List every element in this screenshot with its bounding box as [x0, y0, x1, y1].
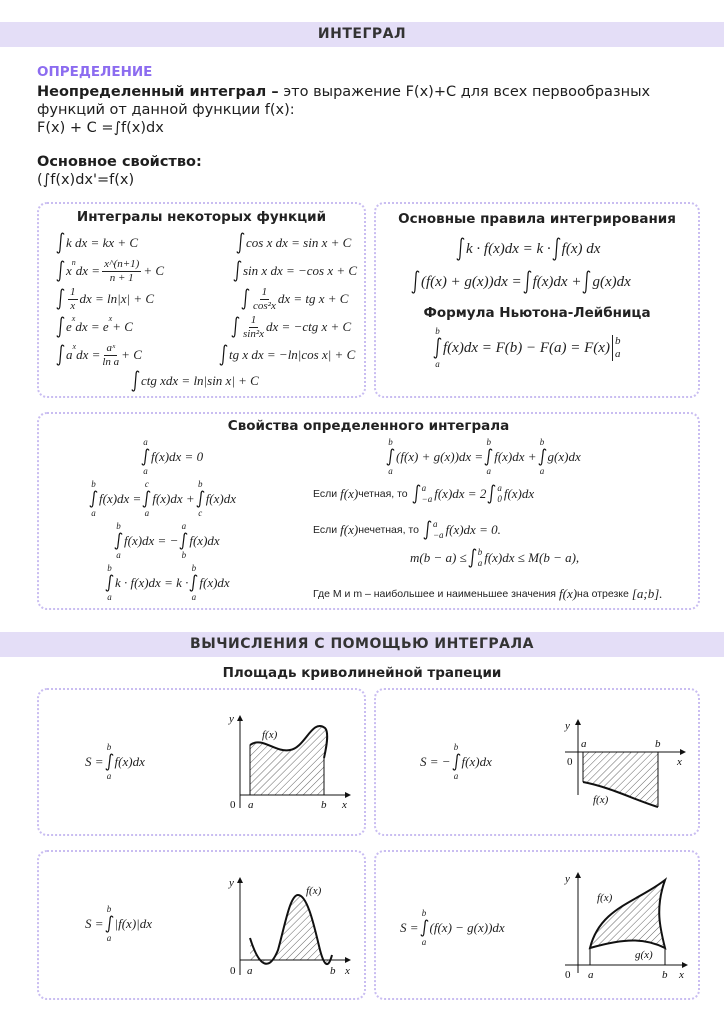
formula-text: dx =	[75, 263, 101, 278]
formula-text: S = −	[420, 754, 451, 769]
formula-text: f(x)dx = F(b) − F(a) = F(x)	[443, 340, 610, 356]
formula-text: S =	[85, 754, 104, 769]
formula	[113, 521, 220, 561]
lower-limit: −a	[432, 530, 444, 540]
integral-sign	[131, 370, 140, 392]
integral-sign	[386, 437, 395, 477]
property-block	[37, 153, 202, 189]
formula	[455, 236, 600, 262]
formula-text: k · f(x)dx = k ·	[466, 241, 551, 257]
lower-limit: b	[181, 550, 187, 560]
integral-sign	[412, 483, 433, 505]
b-label: b	[321, 799, 327, 811]
formula	[230, 314, 351, 340]
lower-limit: a	[106, 933, 112, 943]
table-integrals-title: Интегралы некоторых функций	[76, 209, 327, 225]
x-axis-label: x	[679, 969, 684, 980]
integral-symbol	[412, 484, 421, 504]
formula-label: Если	[313, 488, 338, 500]
integral-sign	[484, 437, 493, 477]
integral-symbol	[484, 448, 493, 466]
integral-symbol	[433, 337, 442, 359]
header-band	[0, 22, 724, 47]
fx-label: f(x)	[306, 885, 322, 897]
fraction	[243, 314, 264, 341]
integral-sign	[142, 479, 151, 519]
integral-symbol	[141, 448, 150, 466]
definition-formula: F(x) + C =∫f(x)dx	[37, 120, 164, 136]
integral-symbol	[89, 490, 98, 508]
integral-sign	[196, 479, 205, 519]
denominator: ln a	[102, 355, 120, 368]
lower-limit: a	[106, 771, 112, 781]
lower-limit: a	[421, 937, 427, 947]
definition-line2: функций от данной функции f(x):	[37, 102, 295, 118]
lower-limit: a	[91, 508, 96, 518]
formula	[232, 258, 357, 284]
fx-label: f(x)	[593, 794, 609, 806]
fx-label: f(x)	[262, 729, 278, 741]
formula-text: sin x dx = −cos x + C	[243, 263, 358, 278]
superscript: n	[71, 258, 76, 267]
integral-symbol	[56, 288, 65, 310]
denominator: sin²x	[243, 327, 265, 340]
lower-limit: −a	[421, 494, 433, 504]
numerator: aˣ	[106, 341, 116, 354]
lower-limit: a	[116, 550, 121, 560]
formula-text: f(x)	[340, 522, 359, 537]
superscript: x	[72, 342, 77, 351]
graph-formula	[85, 742, 145, 782]
upper-limit: c	[144, 479, 149, 489]
formula-text: (f(x) + g(x))dx =	[421, 274, 522, 290]
lower-limit: a	[143, 466, 148, 476]
lower-limit: a	[191, 592, 197, 602]
formula-text: f(x)	[559, 586, 578, 601]
integral-symbol	[386, 448, 395, 466]
newton-leibniz-title: Формула Ньютона-Лейбница	[423, 305, 651, 321]
x-axis-label: x	[677, 756, 682, 768]
lower-limit: c	[198, 508, 203, 518]
formula-text: + C	[143, 263, 165, 278]
formula-text: f(x)dx	[199, 575, 230, 590]
formula-text: dx = tg x + C	[277, 291, 349, 306]
definition-term: Неопределенный интеграл –	[37, 84, 279, 100]
integral-sign	[114, 521, 123, 561]
integral-sign	[241, 288, 250, 310]
x-axis-label: x	[345, 965, 350, 977]
integral-sign	[105, 563, 114, 603]
integral-sign	[236, 232, 245, 254]
superscript: x	[108, 314, 113, 323]
formula	[313, 482, 534, 506]
graph-negative-area	[555, 715, 695, 820]
formula	[88, 479, 236, 519]
formula-text: f(x)dx	[114, 754, 145, 769]
graph-between-curves	[555, 868, 695, 980]
lower-limit: a	[539, 466, 545, 476]
formula-text: e	[66, 319, 72, 334]
upper-limit: b	[477, 547, 483, 557]
integral-symbol	[523, 270, 532, 294]
integral-sign	[538, 437, 547, 477]
lower-limit: a	[614, 348, 621, 360]
origin-label: 0	[567, 756, 573, 768]
upper-limit: b	[107, 563, 112, 573]
a-label: a	[248, 799, 254, 811]
formula-text: g(x)dx	[592, 274, 631, 290]
formula-text: k dx = kx + C	[66, 235, 139, 250]
lower-limit: 0	[497, 494, 502, 504]
integral-sign	[231, 316, 240, 338]
formula	[130, 369, 259, 393]
calc-band	[0, 632, 724, 657]
lower-limit: a	[107, 592, 112, 602]
formula-text: f(x)dx +	[494, 449, 537, 464]
formula-text: a	[66, 347, 73, 362]
upper-limit: a	[497, 483, 502, 493]
limits	[497, 483, 502, 505]
calc-title: ВЫЧИСЛЕНИЯ С ПОМОЩЬЮ ИНТЕГРАЛА	[190, 636, 534, 652]
formula-text: dx =	[76, 347, 101, 362]
fx-label: f(x)	[597, 892, 613, 904]
limits	[422, 483, 433, 505]
integral-symbol	[411, 270, 420, 294]
formula	[140, 437, 203, 477]
integral-sign	[233, 260, 242, 282]
formula-label: четная, то	[358, 488, 408, 500]
formula-text: f(x)dx	[503, 486, 535, 501]
formula-label: Если	[313, 524, 338, 536]
numerator: 1	[250, 313, 257, 326]
integral-sign	[179, 521, 188, 561]
formula-text: k · f(x)dx = k ·	[115, 575, 189, 590]
integral-symbol	[219, 344, 228, 366]
integral-symbol	[179, 532, 188, 550]
upper-limit: b	[116, 521, 121, 531]
integral-sign	[56, 316, 65, 338]
denominator: n + 1	[109, 271, 134, 284]
integral-sign	[452, 742, 461, 782]
formula-label: нечетная, то	[358, 524, 419, 536]
integral-symbol	[105, 915, 114, 933]
a-label: a	[581, 738, 587, 750]
property-formula: (∫f(x)dx'=f(x)	[37, 172, 135, 188]
integral-symbol	[114, 532, 123, 550]
fraction	[68, 286, 78, 313]
upper-limit: b	[453, 742, 459, 752]
formula	[313, 518, 501, 542]
integral-symbol	[538, 448, 547, 466]
x-axis-label: x	[342, 799, 347, 811]
limits	[478, 547, 483, 569]
origin-label: 0	[230, 799, 236, 811]
formula	[313, 585, 663, 603]
formula-text: f(x)	[340, 486, 359, 501]
integral-symbol	[236, 232, 245, 254]
a-label: a	[588, 969, 594, 980]
page-title: ИНТЕГРАЛ	[317, 26, 407, 42]
integral-symbol	[105, 574, 114, 592]
integral-sign	[56, 232, 65, 254]
integral-sign	[411, 270, 420, 294]
formula-text: (f(x) + g(x))dx =	[396, 449, 484, 464]
upper-limit: b	[539, 437, 545, 447]
formula	[410, 546, 579, 570]
y-axis-label: y	[565, 873, 570, 885]
upper-limit: b	[614, 335, 621, 347]
formula-text: x	[66, 263, 72, 278]
numerator: x^(n+1)	[104, 257, 140, 270]
y-axis-label: y	[229, 877, 234, 889]
formula	[410, 269, 631, 295]
formula	[240, 286, 348, 312]
lower-limit: a	[486, 466, 491, 476]
upper-limit: b	[388, 437, 393, 447]
integral-symbol	[189, 574, 198, 592]
graph-abs-area	[220, 870, 360, 982]
formula-label: Где M и m – наибольшее и наименьшее значения	[313, 588, 556, 600]
formula-text: g(x)dx	[547, 449, 581, 464]
limits	[433, 519, 444, 541]
integral-symbol	[56, 260, 65, 282]
evaluation-bar	[612, 335, 621, 361]
integral-sign	[423, 519, 444, 541]
lower-limit: a	[435, 359, 440, 369]
formula-text: S =	[400, 920, 419, 935]
upper-limit: a	[143, 437, 148, 447]
superscript: x	[71, 314, 76, 323]
formula-text: f(x)dx ≤ M(b − a),	[484, 550, 580, 565]
integral-symbol	[196, 490, 205, 508]
formula-text: f(x)dx =	[99, 491, 142, 506]
integral-symbol	[231, 316, 240, 338]
integral-sign	[105, 904, 114, 944]
formula-text: f(x)dx +	[532, 274, 582, 290]
formula	[218, 342, 355, 368]
graph-formula	[85, 904, 152, 944]
formula-text: cos x dx = sin x + C	[246, 235, 352, 250]
integral-sign	[456, 237, 465, 261]
integral-sign	[56, 260, 65, 282]
denominator: cos²x	[253, 299, 276, 312]
formula-text: [a;b].	[631, 586, 663, 601]
upper-limit: b	[435, 326, 440, 336]
b-label: b	[655, 738, 661, 750]
integral-symbol	[56, 344, 65, 366]
integral-symbol	[105, 753, 114, 771]
integral-sign	[552, 237, 561, 261]
integral-sign	[523, 270, 532, 294]
integral-sign	[468, 547, 483, 569]
fraction	[102, 258, 141, 285]
integral-sign	[89, 479, 98, 519]
origin-label: 0	[230, 965, 236, 977]
integral-symbol	[131, 370, 140, 392]
upper-limit: b	[106, 904, 112, 914]
upper-limit: b	[91, 479, 96, 489]
denominator: x	[70, 299, 76, 312]
formula-text: f(x)dx = 0	[151, 449, 204, 464]
formula	[235, 230, 351, 256]
origin-label: 0	[565, 969, 571, 980]
formula-text: S =	[85, 916, 104, 931]
formula-text: (f(x) − g(x))dx	[429, 920, 505, 935]
definition-label: ОПРЕДЕЛЕНИЕ	[37, 64, 153, 80]
integral-symbol	[468, 548, 477, 568]
upper-limit: b	[197, 479, 203, 489]
integral-sign	[56, 288, 65, 310]
integral-sign	[141, 437, 150, 477]
fraction	[253, 286, 276, 313]
graph-positive-area	[220, 708, 360, 818]
definition-text	[37, 83, 697, 137]
upper-limit: b	[421, 908, 427, 918]
numerator: 1	[261, 285, 268, 298]
formula-text: f(x)dx	[189, 533, 220, 548]
formula-text: m(b − a) ≤	[410, 550, 467, 565]
formula-label: на отрезке	[577, 588, 629, 600]
formula-text: f(x)dx +	[152, 491, 195, 506]
integral-symbol	[487, 484, 496, 504]
integral-symbol	[423, 520, 432, 540]
integral-sign	[56, 344, 65, 366]
formula-text: dx = e	[75, 319, 109, 334]
formula	[55, 342, 142, 368]
formula-text: f(x)dx = 2	[434, 486, 487, 501]
formula-text: f(x)dx	[461, 754, 492, 769]
integral-sign	[105, 742, 114, 782]
upper-limit: b	[191, 563, 197, 573]
formula-text: f(x) dx	[561, 241, 601, 257]
b-label: b	[330, 965, 336, 977]
formula-text: ctg xdx = ln|sin x| + C	[141, 373, 259, 388]
formula	[55, 286, 154, 312]
newton-leibniz-formula	[432, 326, 620, 370]
integral-symbol	[56, 316, 65, 338]
formula-text: f(x)dx	[205, 491, 236, 506]
upper-limit: a	[421, 483, 427, 493]
a-label: a	[247, 965, 253, 977]
fraction	[102, 342, 119, 369]
y-axis-label: y	[565, 720, 570, 732]
definition-body: это выражение F(x)+C для всех первообразных	[278, 84, 651, 100]
formula-text: dx = −ctg x + C	[266, 319, 352, 334]
formula	[55, 314, 133, 340]
graph-formula	[400, 908, 505, 948]
integral-sign	[582, 270, 591, 294]
integral-sign	[433, 326, 442, 370]
upper-limit: b	[106, 742, 112, 752]
rules-title: Основные правила интегрирования	[398, 211, 676, 227]
lower-limit: a	[144, 508, 150, 518]
upper-limit: a	[181, 521, 187, 531]
formula-text: + C	[121, 347, 142, 362]
formula	[104, 563, 230, 603]
formula	[55, 230, 138, 256]
y-axis-label: y	[229, 713, 234, 725]
graph-formula	[420, 742, 492, 782]
integral-sign	[420, 908, 429, 948]
integral-symbol	[552, 237, 561, 261]
integral-sign	[189, 563, 198, 603]
calc-subtitle: Площадь криволинейной трапеции	[222, 665, 502, 681]
upper-limit: a	[432, 519, 438, 529]
formula-text: + C	[112, 319, 133, 334]
formula	[385, 437, 581, 477]
numerator: 1	[70, 285, 76, 298]
integral-symbol	[456, 237, 465, 261]
integral-symbol	[582, 270, 591, 294]
definite-properties-title: Свойства определенного интеграла	[227, 418, 510, 434]
lower-limit: a	[388, 466, 393, 476]
formula-text: f(x)dx = 0.	[445, 522, 501, 537]
integral-sign	[487, 483, 502, 505]
integral-symbol	[56, 232, 65, 254]
formula-text: f(x)dx = −	[124, 533, 179, 548]
integral-symbol	[420, 919, 429, 937]
lower-limit: a	[453, 771, 459, 781]
integral-symbol	[452, 753, 461, 771]
integral-symbol	[241, 288, 250, 310]
formula-text: dx = ln|x| + C	[79, 291, 155, 306]
upper-limit: b	[486, 437, 491, 447]
integral-symbol	[142, 490, 151, 508]
integral-symbol	[233, 260, 242, 282]
formula-text: |f(x)|dx	[114, 916, 152, 931]
property-label: Основное свойство:	[37, 154, 202, 170]
formula	[55, 258, 164, 284]
gx-label: g(x)	[635, 949, 653, 961]
lower-limit: a	[477, 558, 483, 568]
integral-sign	[219, 344, 228, 366]
b-label: b	[662, 969, 668, 980]
formula-text: tg x dx = −ln|cos x| + C	[229, 347, 356, 362]
